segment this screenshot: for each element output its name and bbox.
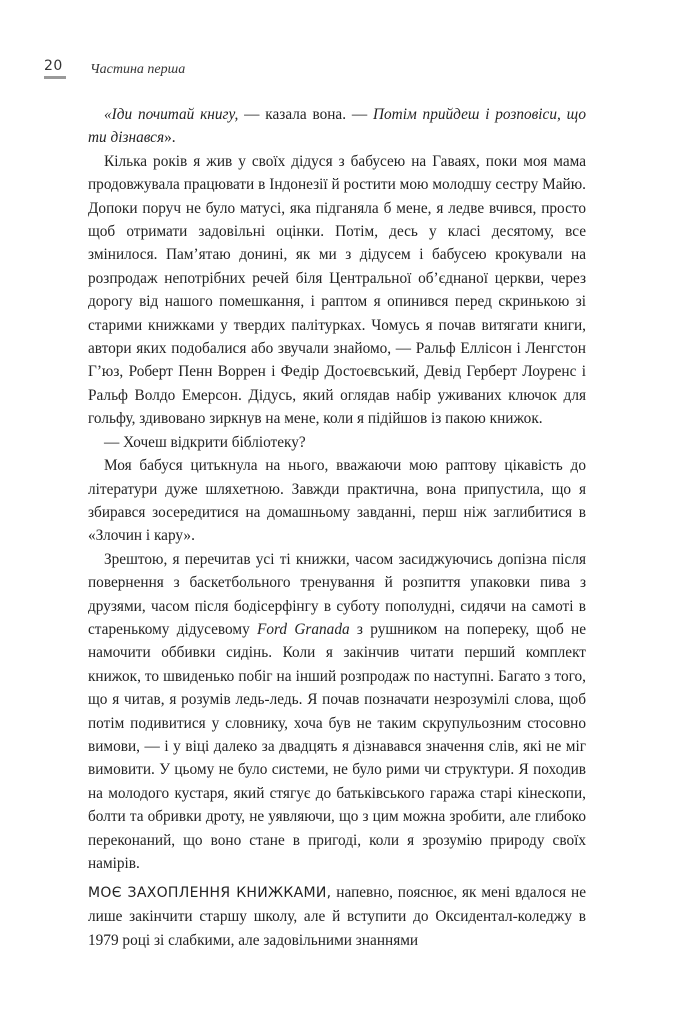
body-text [88,103,586,875]
paragraph-text: ». [164,129,176,147]
paragraph [88,454,586,548]
page-number-underline [44,76,66,79]
page-number: 20 [44,58,63,74]
paragraph-text: з рушником на попереку, щоб не намочити оббивки сидінь. Коли я закінчив читати перший комплект книжок, то швиденько побіг на інший розпродаж по наступні. Багато з того, що я читав, я розумів ледь-ледь. Я почав позначати незрозумілі слова, щоб потім подивитися у словнику, хоча був не таким скрупульозним стосовно вимови, — і у віці далеко за двадцять я дізнавався значення слів, які не міг вимовити. У цьому не було системи, не було рими чи структури. Я походив на молодого кустаря, який стягує до батьківського гаража старі кінескопи, болти та обривки дроту, не уявляючи, що з цим можна зробити, але глибоко переконаний, що воно стане в пригоді, коли я зрозумію природу своїх намірів. [88,620,587,872]
paragraph-text: Моя бабуся цитькнула на нього, вважаючи мою раптову цікавість до літератури дуже шляхетною. Завжди практична, вона припустила, що я збирався зосередитися на домашньому завданні, перш ніж заглибитися в «Злочин і кару». [88,457,586,545]
paragraph [88,103,586,150]
paragraph-text: — казала вона. — [238,106,373,123]
paragraph [88,548,586,876]
section-lead-in: МОЄ ЗАХОПЛЕННЯ КНИЖКАМИ, [88,885,332,901]
italic-text: «Іди почитай книгу, [104,106,239,123]
section-title: Частина перша [90,62,186,77]
paragraph-text: Зрештою, я перечитав усі ті книжки, часом засиджуючись допізна після повернення з баскетбольного тренування й розпиття упаковки пива з друзями, часом після бодісерфінгу в суботу пополудні, сидячи на самоті в старенькому дідусевому [88,550,586,638]
running-head [44,58,344,78]
paragraph-text: — Хочеш відкрити бібліотеку? [104,433,306,451]
italic-text: Ford Granada [257,620,350,638]
paragraph [88,431,586,454]
next-section-paragraph [88,881,586,952]
paragraph [88,150,586,431]
next-section-text: напевно, пояснює, як мені вдалося не лише закінчити старшу школу, але й вступити до Оксидентал-коледжу в 1979 році зі слабкими, але задовільними знаннями [88,884,586,949]
next-section [88,881,586,952]
italic-text: Потім прийдеш і розповіси, що ти дізнався [88,106,586,147]
paragraph-text: Кілька років я жив у своїх дідуся з бабусею на Гаваях, поки моя мама продовжувала працювати в Індонезії й ростити мою молодшу сестру Майю. Допоки поруч не було матусі, яка підганяла б мене, я ледве вчився, просто щоб отримати задовільні оцінки. Потім, десь у класі десятому, все змінилося. Пам’ятаю донині, як ми з дідусем і бабусею крокували на розпродаж непотрібних речей біля Центральної об’єднаної церкви, через дорогу від нашого помешкання, і раптом я опинився перед скринькою зі старими книжками у твердих палітурках. Чомусь я почав витягати книги, автори яких подобалися або звучали знайомо, — Ральф Еллісон і Ленгстон Г’юз, Роберт Пенн Воррен і Федір Достоєвський, Девід Герберт Лоуренс і Ральф Волдо Емерсон. Дідусь, який оглядав набір уживаних ключок для гольфу, здивовано зиркнув на мене, коли я підійшов із пакою книжок. [88,152,586,428]
